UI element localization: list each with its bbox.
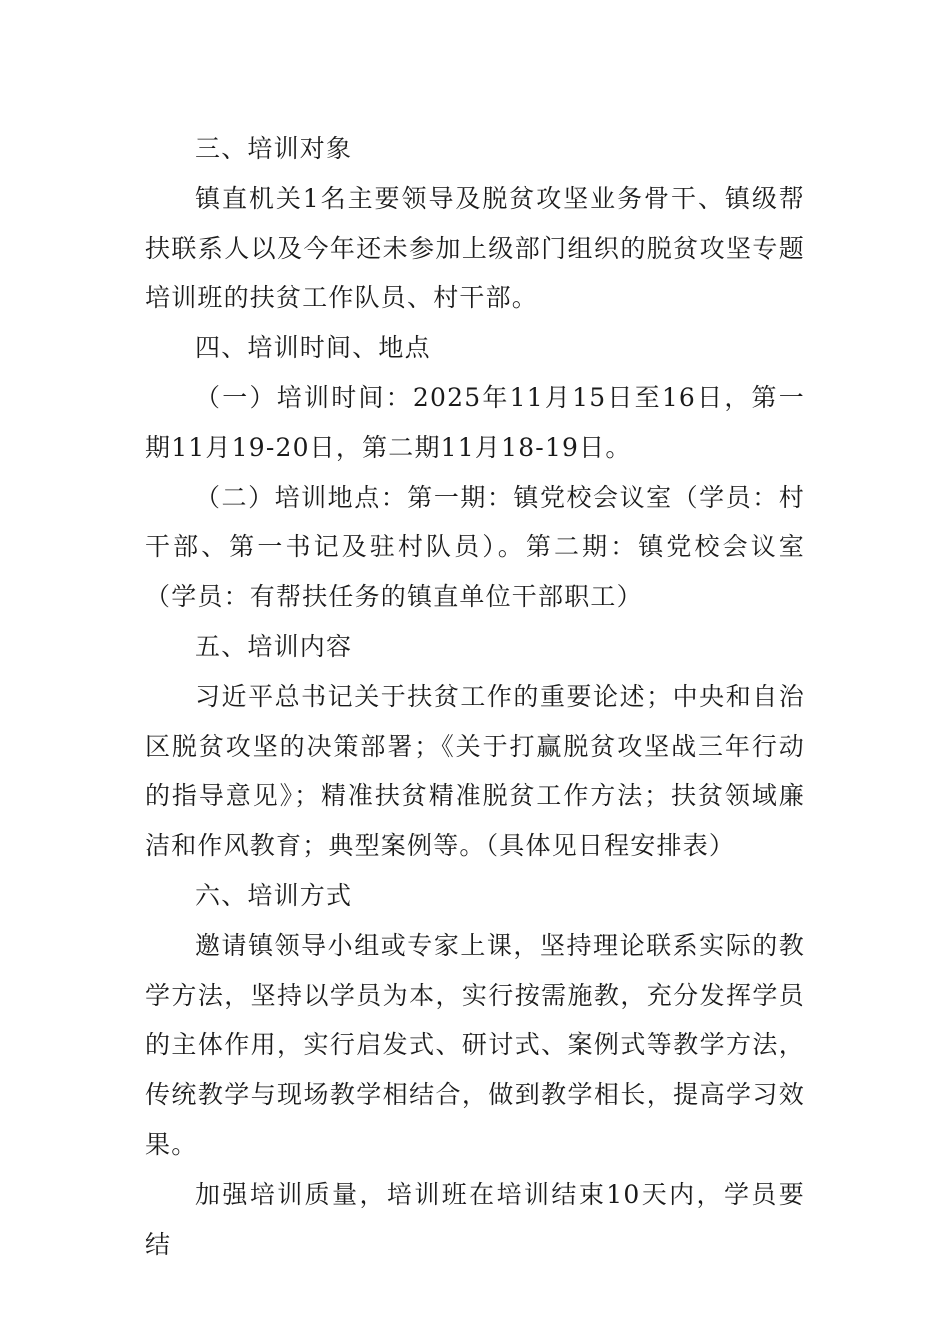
paragraph-training-content: 习近平总书记关于扶贫工作的重要论述；中央和自治区脱贫攻坚的决策部署；《关于打赢脱贫攻坚战三年行动的指导意见》；精准扶贫精准脱贫工作方法；扶贫领域廉洁和作风教育；典型案例等。（具体见日程安排表） [145, 681, 805, 861]
section-heading-training-target: 三、培训对象 [195, 134, 353, 163]
section-heading-training-time-place: 四、培训时间、地点 [195, 333, 431, 363]
section-heading-training-method: 六、培训方式 [195, 880, 353, 910]
paragraph-training-quality: 加强培训质量，培训班在培训结束10天内，学员要结 [145, 1179, 805, 1259]
section-heading-training-content: 五、培训内容 [195, 631, 353, 661]
paragraph-training-time: （一）培训时间：2025年11月15日至16日，第一期11月19-20日，第二期11月18-19日。 [145, 382, 805, 462]
paragraph-training-place: （二）培训地点：第一期：镇党校会议室（学员：村干部、第一书记及驻村队员）。第二期：镇党校会议室（学员：有帮扶任务的镇直单位干部职工） [145, 482, 805, 612]
paragraph-training-target: 镇直机关1名主要领导及脱贫攻坚业务骨干、镇级帮扶联系人以及今年还未参加上级部门组织的脱贫攻坚专题培训班的扶贫工作队员、村干部。 [145, 183, 805, 313]
document-body [145, 124, 805, 1269]
paragraph-training-method: 邀请镇领导小组或专家上课，坚持理论联系实际的教学方法，坚持以学员为本，实行按需施教，充分发挥学员的主体作用，实行启发式、研讨式、案例式等教学方法，传统教学与现场教学相结合，做到教学相长，提高学习效果。 [145, 930, 805, 1159]
